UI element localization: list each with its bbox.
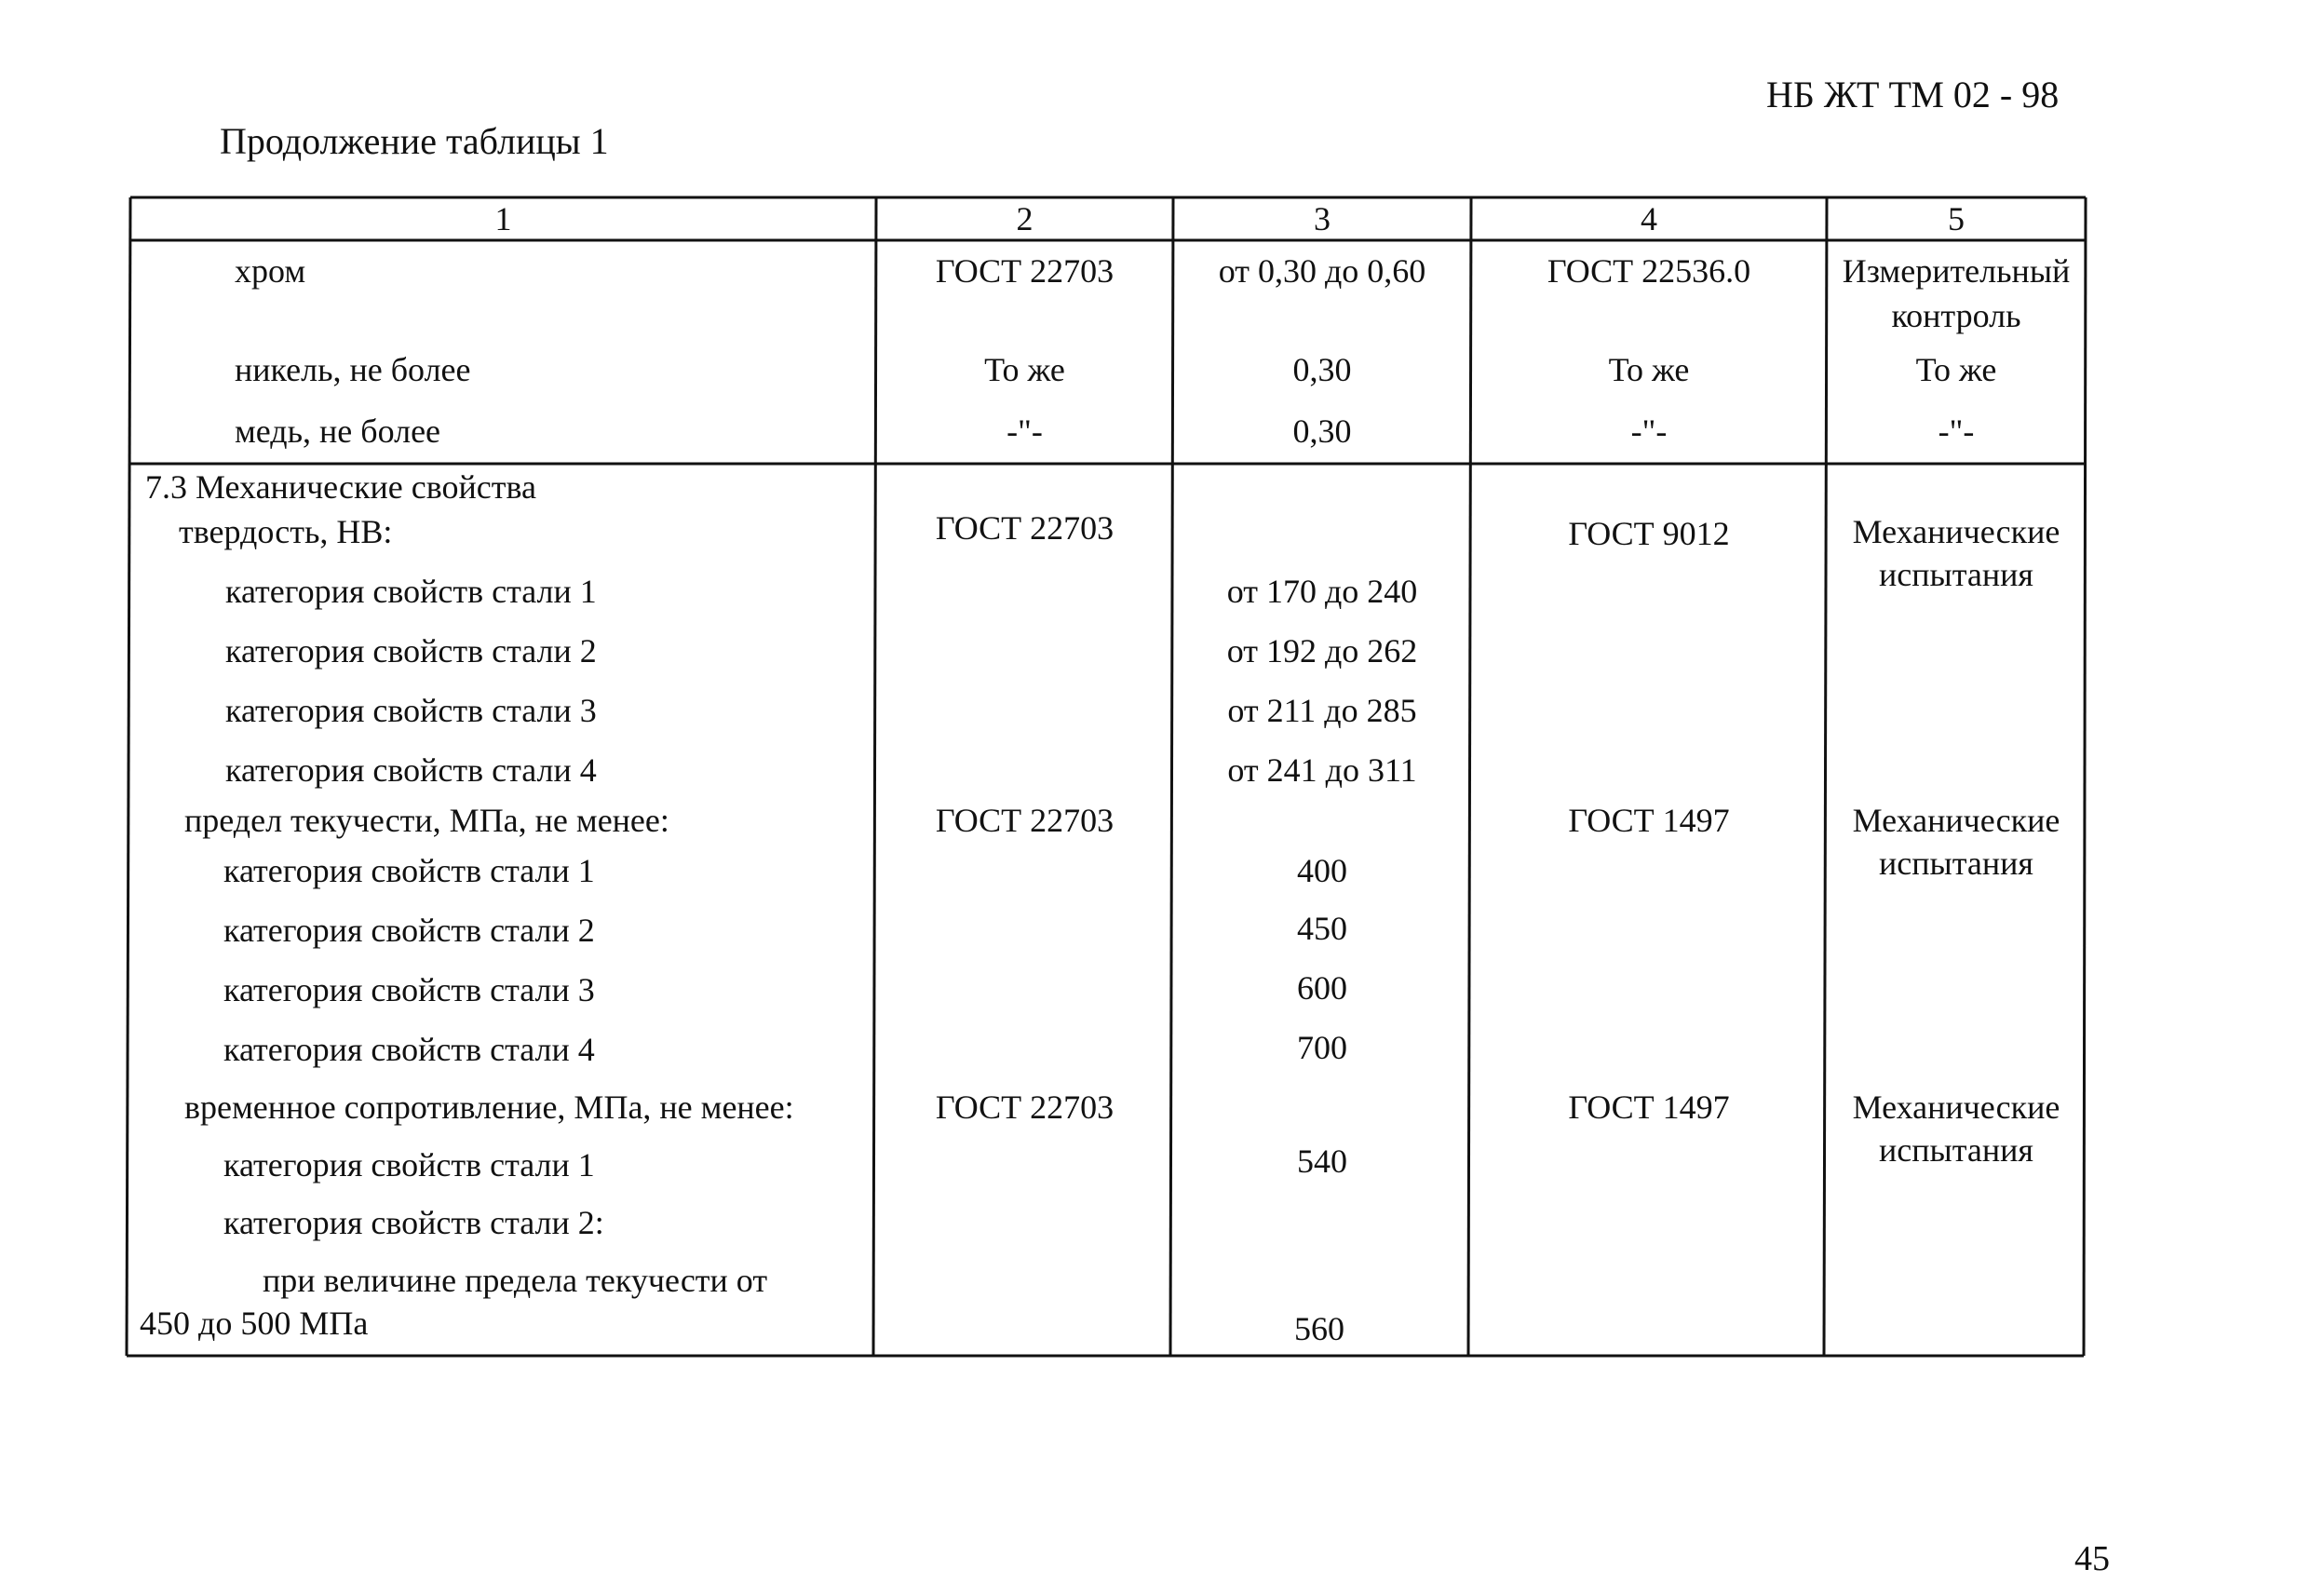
tensile-control-line1: Механические xyxy=(1852,1089,2060,1126)
column-header-2: 2 xyxy=(1016,200,1033,237)
row-nickel-method: То же xyxy=(1608,351,1690,388)
document-code: НБ ЖТ ТМ 02 - 98 xyxy=(1766,74,2060,115)
row-nickel-value: 0,30 xyxy=(1292,351,1352,388)
yield-control-line1: Механические xyxy=(1852,802,2060,839)
yield-method: ГОСТ 1497 xyxy=(1568,802,1730,839)
table-caption: Продолжение таблицы 1 xyxy=(220,120,609,162)
hardness-control-line2: испытания xyxy=(1879,556,2033,593)
row-chromium-name: хром xyxy=(235,252,306,290)
hardness-label: твердость, HB: xyxy=(179,513,393,550)
hardness-category-2-value: от 192 до 262 xyxy=(1226,632,1418,670)
tensile-category-1-name: категория свойств стали 1 xyxy=(223,1146,595,1183)
yield-category-1-name: категория свойств стали 1 xyxy=(223,852,595,889)
row-nickel-control: То же xyxy=(1915,351,1997,388)
tensile-condition-line2: 450 до 500 МПа xyxy=(140,1305,369,1342)
row-nickel-standard: То же xyxy=(984,351,1065,388)
yield-category-1-value: 400 xyxy=(1297,852,1347,889)
hardness-category-4-value: от 241 до 311 xyxy=(1227,751,1417,789)
yield-category-3-name: категория свойств стали 3 xyxy=(223,971,595,1008)
tensile-condition-value: 560 xyxy=(1294,1310,1344,1347)
hardness-category-3-name: категория свойств стали 3 xyxy=(225,692,597,729)
row-chromium-standard: ГОСТ 22703 xyxy=(935,252,1114,290)
hardness-category-3-value: от 211 до 285 xyxy=(1227,692,1417,729)
yield-category-3-value: 600 xyxy=(1297,969,1347,1007)
row-copper-method: -"- xyxy=(1630,413,1668,450)
row-copper-name: медь, не более xyxy=(235,413,441,450)
row-chromium-control-line2: контроль xyxy=(1891,297,2021,334)
column-header-5: 5 xyxy=(1948,200,1965,237)
hardness-standard: ГОСТ 22703 xyxy=(935,509,1114,547)
row-copper-control: -"- xyxy=(1938,413,1975,450)
table-border-left xyxy=(127,197,130,1356)
row-copper-standard: -"- xyxy=(1006,413,1043,450)
row-copper-value: 0,30 xyxy=(1292,413,1352,450)
tensile-control-line2: испытания xyxy=(1879,1131,2033,1169)
tensile-method: ГОСТ 1497 xyxy=(1568,1089,1730,1126)
yield-control-line2: испытания xyxy=(1879,845,2033,882)
tensile-category-2-name: категория свойств стали 2: xyxy=(223,1204,604,1241)
yield-category-2-name: категория свойств стали 2 xyxy=(223,912,595,949)
column-header-1: 1 xyxy=(494,200,512,237)
hardness-method: ГОСТ 9012 xyxy=(1568,515,1730,552)
hardness-category-1-name: категория свойств стали 1 xyxy=(225,573,597,610)
yield-category-2-value: 450 xyxy=(1297,910,1347,947)
section-title: 7.3 Механические свойства xyxy=(145,468,536,506)
row-chromium-control-line1: Измерительный xyxy=(1842,252,2071,290)
row-chromium-method: ГОСТ 22536.0 xyxy=(1547,252,1751,290)
yield-standard: ГОСТ 22703 xyxy=(935,802,1114,839)
column-header-3: 3 xyxy=(1314,200,1331,237)
hardness-category-4-name: категория свойств стали 4 xyxy=(225,751,597,789)
row-chromium-value: от 0,30 до 0,60 xyxy=(1218,252,1426,290)
tensile-condition-line1: при величине предела текучести от xyxy=(263,1262,768,1299)
hardness-category-2-name: категория свойств стали 2 xyxy=(225,632,597,670)
tensile-label: временное сопротивление, МПа, не менее: xyxy=(184,1089,794,1126)
hardness-category-1-value: от 170 до 240 xyxy=(1226,573,1418,610)
page-number: 45 xyxy=(2074,1539,2110,1578)
tensile-standard: ГОСТ 22703 xyxy=(935,1089,1114,1126)
tensile-category-1-value: 540 xyxy=(1297,1143,1347,1180)
yield-category-4-name: категория свойств стали 4 xyxy=(223,1031,595,1068)
hardness-control-line1: Механические xyxy=(1852,513,2060,550)
column-header-4: 4 xyxy=(1641,200,1657,237)
row-nickel-name: никель, не более xyxy=(235,351,471,388)
yield-category-4-value: 700 xyxy=(1297,1029,1347,1066)
yield-label: предел текучести, МПа, не менее: xyxy=(184,802,669,839)
